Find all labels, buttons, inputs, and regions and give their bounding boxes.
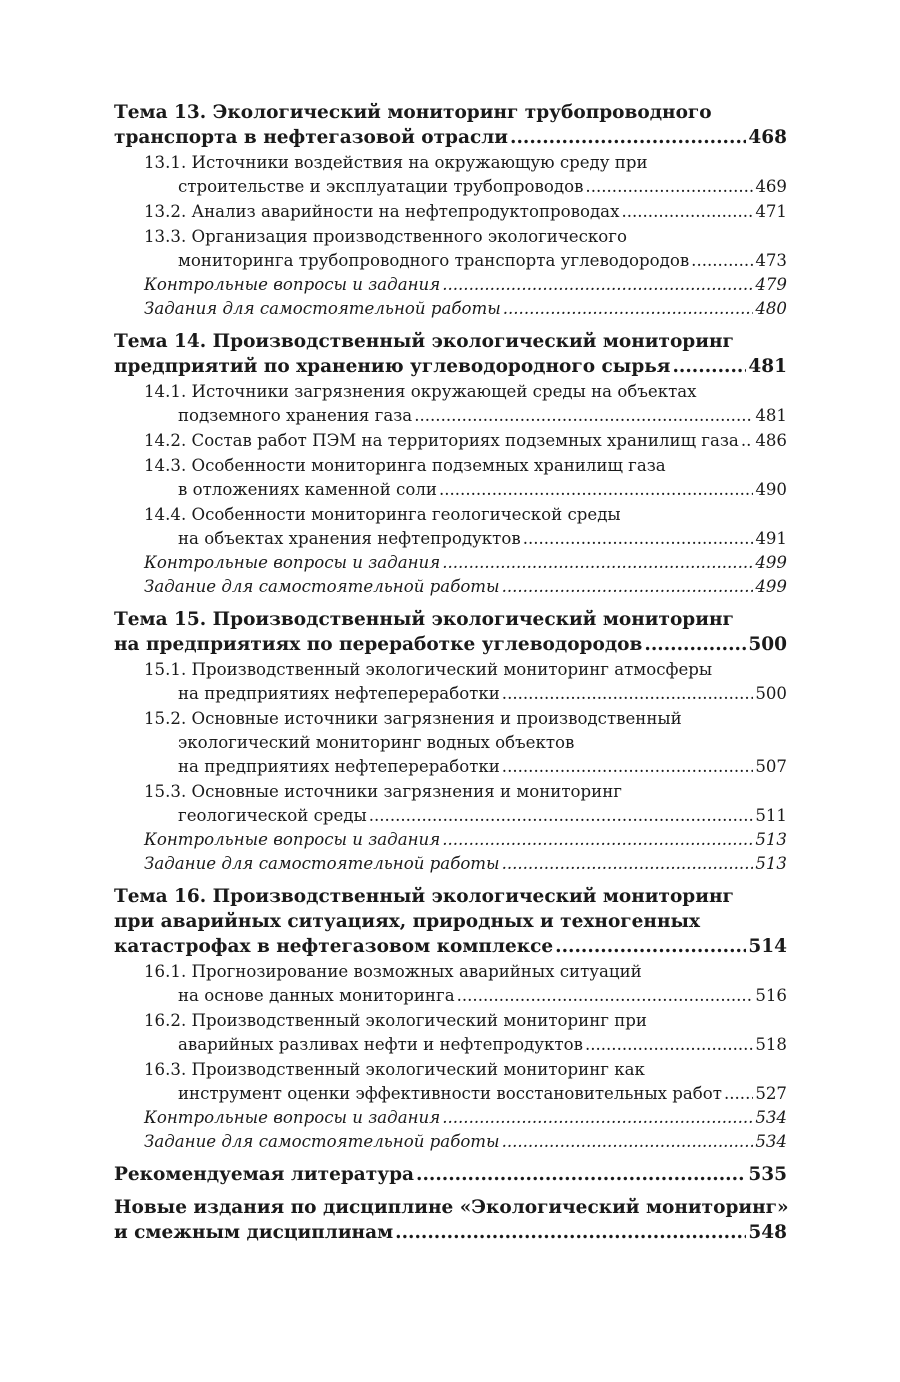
subsection-row[interactable]	[114, 755, 787, 779]
subsection-row[interactable]	[114, 682, 787, 706]
page-number: 469	[755, 177, 787, 196]
subsection-row[interactable]	[114, 478, 787, 502]
topic-title-row[interactable]	[114, 934, 787, 959]
subsection-line: 16.3. Производственный экологический мониторинг как	[144, 1060, 645, 1079]
toc-subsection[interactable]	[114, 151, 787, 199]
entry-text: транспорта в нефтегазовой отрасли	[114, 127, 509, 148]
entry-text: Контрольные вопросы и задания	[144, 275, 441, 294]
subsection-row[interactable]	[114, 1033, 787, 1057]
subsection-line: 14.3. Особенности мониторинга подземных хранилищ газа	[144, 456, 666, 475]
entry-text: предприятий по хранению углеводородного сырья	[114, 356, 671, 377]
leader-dots	[724, 1082, 753, 1106]
new-editions[interactable]	[114, 1195, 787, 1245]
page-number: 473	[755, 251, 787, 270]
toc-topic	[114, 100, 787, 321]
toc-subsection[interactable]	[114, 429, 787, 453]
subsection-row[interactable]	[114, 1082, 787, 1106]
leader-dots	[457, 984, 754, 1008]
page-number: 535	[748, 1164, 787, 1185]
toc-topic	[114, 329, 787, 599]
page-number: 499	[755, 553, 787, 572]
topic-title[interactable]	[114, 100, 787, 150]
leader-dots	[523, 527, 754, 551]
entry-text: Задание для самостоятельной работы	[144, 1132, 500, 1151]
page-number: 500	[748, 634, 787, 655]
page-number: 511	[755, 806, 787, 825]
leader-dots	[672, 354, 746, 379]
subsection-line: 14.1. Источники загрязнения окружающей среды на объектах	[144, 382, 697, 401]
entry-text: на предприятиях по переработке углеводородов	[114, 634, 643, 655]
toc-topic	[114, 607, 787, 876]
toc-subsection[interactable]	[114, 1009, 787, 1057]
topic-title-row[interactable]	[114, 125, 787, 150]
subsection-line: 13.3. Организация производственного экологического	[144, 227, 627, 246]
topic-title-line: Тема 13. Экологический мониторинг трубопроводного	[114, 102, 712, 123]
leader-dots	[585, 1033, 753, 1057]
entry-text: мониторинга трубопроводного транспорта углеводородов	[178, 251, 690, 270]
leader-dots	[442, 1106, 753, 1130]
leader-dots	[621, 200, 753, 224]
entry-text: Контрольные вопросы и задания	[144, 1108, 441, 1127]
page-number: 480	[755, 299, 787, 318]
page-number: 516	[755, 986, 787, 1005]
entry-text: в отложениях каменной соли	[178, 480, 437, 499]
leader-dots	[442, 828, 753, 852]
subsection-line: 14.4. Особенности мониторинга геологической среды	[144, 505, 621, 524]
self-study-tasks[interactable]	[114, 852, 787, 876]
entry-text: Задание для самостоятельной работы	[144, 577, 500, 596]
control-questions[interactable]	[114, 1106, 787, 1130]
entry-text: на основе данных мониторинга	[178, 986, 455, 1005]
leader-dots	[439, 478, 753, 502]
self-study-tasks[interactable]	[114, 1130, 787, 1154]
toc-subsection[interactable]	[114, 658, 787, 706]
leader-dots	[414, 404, 753, 428]
leader-dots	[395, 1220, 746, 1245]
entry-text: Рекомендуемая литература	[114, 1164, 415, 1185]
subsection-line: 16.1. Прогнозирование возможных аварийных ситуаций	[144, 962, 642, 981]
toc-subsection[interactable]	[114, 200, 787, 224]
entry-text: на предприятиях нефтепереработки	[178, 757, 500, 776]
subsection-line: 15.3. Основные источники загрязнения и мониторинг	[144, 782, 622, 801]
entry-text: инструмент оценки эффективности восстановительных работ	[178, 1084, 722, 1103]
new-editions-line: Новые издания по дисциплине «Экологический мониторинг»	[114, 1197, 789, 1218]
page-number: 486	[755, 431, 787, 450]
leader-dots	[510, 125, 746, 150]
subsection-row[interactable]	[114, 984, 787, 1008]
leader-dots	[502, 1130, 754, 1154]
entry-text: Задание для самостоятельной работы	[144, 854, 500, 873]
page-number: 513	[755, 830, 787, 849]
subsection-row[interactable]	[114, 404, 787, 428]
leader-dots	[502, 575, 754, 599]
topic-title[interactable]	[114, 884, 787, 959]
subsection-line: экологический мониторинг водных объектов	[178, 733, 575, 752]
entry-text: катастрофах в нефтегазовом комплексе	[114, 936, 554, 957]
toc-subsection[interactable]	[114, 380, 787, 428]
toc-subsection[interactable]	[114, 960, 787, 1008]
subsection-line: 15.2. Основные источники загрязнения и производственный	[144, 709, 682, 728]
topic-title-line: Тема 15. Производственный экологический мониторинг	[114, 609, 734, 630]
page-number: 471	[755, 202, 787, 221]
table-of-contents	[114, 100, 787, 1253]
topic-title-line: при аварийных ситуациях, природных и техногенных	[114, 911, 701, 932]
entry-text: геологической среды	[178, 806, 367, 825]
entry-text: Контрольные вопросы и задания	[144, 553, 441, 572]
toc-subsection[interactable]	[114, 780, 787, 828]
topic-title-row[interactable]	[114, 354, 787, 379]
self-study-tasks[interactable]	[114, 297, 787, 321]
topic-title-row[interactable]	[114, 632, 787, 657]
control-questions[interactable]	[114, 551, 787, 575]
page-number: 479	[755, 275, 787, 294]
entry-text: 13.2. Анализ аварийности на нефтепродуктопроводах	[144, 202, 620, 221]
leader-dots	[555, 934, 746, 959]
page-number: 513	[755, 854, 787, 873]
page-number: 481	[755, 406, 787, 425]
subsection-row[interactable]	[114, 175, 787, 199]
subsection-row[interactable]	[114, 527, 787, 551]
page-number: 548	[748, 1222, 787, 1243]
entry-text: на объектах хранения нефтепродуктов	[178, 529, 521, 548]
subsection-line: 13.1. Источники воздействия на окружающую среду при	[144, 153, 648, 172]
entry-text: подземного хранения газа	[178, 406, 413, 425]
leader-dots	[585, 175, 753, 199]
leader-dots	[442, 273, 753, 297]
entry-text: Задания для самостоятельной работы	[144, 299, 501, 318]
new-editions-row[interactable]	[114, 1220, 787, 1245]
topic-title[interactable]	[114, 607, 787, 657]
page-number: 500	[755, 684, 787, 703]
toc-subsection[interactable]	[114, 225, 787, 273]
recommended-literature[interactable]	[114, 1162, 787, 1187]
entry-text: Контрольные вопросы и задания	[144, 830, 441, 849]
leader-dots	[691, 249, 753, 273]
topic-title-line: Тема 14. Производственный экологический мониторинг	[114, 331, 734, 352]
subsection-row[interactable]	[114, 200, 787, 224]
leader-dots	[502, 755, 754, 779]
page-number: 499	[755, 577, 787, 596]
page-number: 527	[755, 1084, 787, 1103]
page-number: 491	[755, 529, 787, 548]
leader-dots	[644, 632, 746, 657]
self-study-tasks[interactable]	[114, 575, 787, 599]
leader-dots	[502, 682, 754, 706]
subsection-line: 15.1. Производственный экологический мониторинг атмосферы	[144, 660, 713, 679]
control-questions[interactable]	[114, 273, 787, 297]
page-number: 481	[748, 356, 787, 377]
page-number: 468	[748, 127, 787, 148]
subsection-row[interactable]	[114, 804, 787, 828]
entry-text: и смежным дисциплинам	[114, 1222, 394, 1243]
entry-text: 14.2. Состав работ ПЭМ на территориях подземных хранилищ газа	[144, 431, 739, 450]
leader-dots	[741, 429, 754, 453]
page-number: 534	[755, 1108, 787, 1127]
topic-title-line: Тема 16. Производственный экологический мониторинг	[114, 886, 734, 907]
leader-dots	[502, 852, 754, 876]
toc-topic	[114, 884, 787, 1154]
toc-subsection[interactable]	[114, 454, 787, 502]
toc-subsection[interactable]	[114, 707, 787, 779]
leader-dots	[369, 804, 754, 828]
entry-text: аварийных разливах нефти и нефтепродуктов	[178, 1035, 583, 1054]
leader-dots	[416, 1162, 746, 1187]
toc-subsection[interactable]	[114, 503, 787, 551]
toc-subsection[interactable]	[114, 1058, 787, 1106]
page-number: 518	[755, 1035, 787, 1054]
subsection-row[interactable]	[114, 429, 787, 453]
control-questions[interactable]	[114, 828, 787, 852]
topic-title[interactable]	[114, 329, 787, 379]
page-number: 490	[755, 480, 787, 499]
page-number: 514	[748, 936, 787, 957]
leader-dots	[442, 551, 753, 575]
entry-text: строительстве и эксплуатации трубопроводов	[178, 177, 584, 196]
page-number: 507	[755, 757, 787, 776]
leader-dots	[503, 297, 754, 321]
literature-row[interactable]	[114, 1162, 787, 1187]
page-number: 534	[755, 1132, 787, 1151]
subsection-line: 16.2. Производственный экологический мониторинг при	[144, 1011, 647, 1030]
entry-text: на предприятиях нефтепереработки	[178, 684, 500, 703]
subsection-row[interactable]	[114, 249, 787, 273]
